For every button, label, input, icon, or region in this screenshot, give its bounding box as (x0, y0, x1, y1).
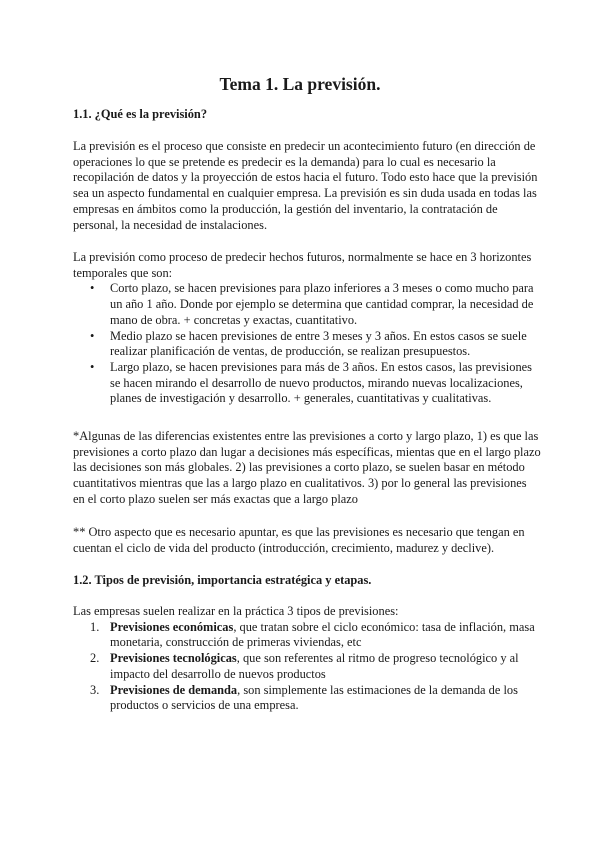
text-line: previsiones a corto plazo dan lugar a decisiones más específicas, mientas que en el largo plazo (73, 444, 541, 459)
text-line: , que tratan sobre el ciclo económico: tasa de inflación, masa (233, 619, 535, 634)
bullet-icon: • (90, 359, 95, 374)
paragraph-definition (73, 139, 537, 233)
bullet-item-long-term (73, 360, 534, 407)
text-line: planes de investigación y desarrollo. + generales, cuantitativas y cualitativas. (110, 391, 492, 406)
text-line: impacto del desarrollo de nuevos productos (110, 666, 326, 681)
bullet-icon: • (90, 281, 95, 296)
text-line: La previsión como proceso de predecir hechos futuros, normalmente se hace en 3 horizontes (73, 250, 532, 264)
section-heading-1-1: 1.1. ¿Qué es la previsión? (73, 107, 208, 121)
text-line: recopilación de datos y la proyección de estos hacia el futuro. Todo esto hace que la previsión (73, 170, 538, 185)
list-number: 1. (90, 619, 100, 634)
text-line: personal, la necesidad de instalaciones. (73, 217, 268, 232)
text-line: temporales que son: (73, 265, 173, 280)
page-title: Tema 1. La previsión. (219, 74, 381, 94)
text-line: , que son referentes al ritmo de progreso tecnológico y al (236, 651, 519, 666)
text-line: en el corto plazo suelen ser más exactas que a largo plazo (73, 491, 358, 506)
paragraph-horizons (73, 250, 534, 407)
list-item-economic (73, 620, 535, 651)
text-line: mano de obra. + concretas y exactas, cuantitativo. (110, 312, 358, 327)
paragraph-life-cycle (73, 525, 525, 556)
text-line: La previsión es el proceso que consiste en predecir un acontecimiento futuro (en dirección de (73, 139, 536, 153)
text-line: Las empresas suelen realizar en la práctica 3 tipos de previsiones: (73, 604, 399, 618)
paragraph-differences (73, 429, 541, 508)
term: Previsiones de demanda (110, 682, 238, 697)
paragraph-types (73, 604, 535, 714)
text-line: Medio plazo se hacen previsiones de entre 3 meses y 3 años. En estos casos se suele (110, 328, 527, 343)
section-heading-1-2: 1.2. Tipos de previsión, importancia estratégica y etapas. (73, 573, 372, 587)
list-item-demand (73, 683, 535, 714)
text-line: Corto plazo, se hacen previsiones para plazo inferiores a 3 meses o como mucho para (110, 281, 534, 296)
list-item-technological (73, 651, 535, 682)
text-line: sea un aspecto fundamental en cualquier empresa. La previsión es sin duda usada en todas las (73, 186, 537, 201)
list-number: 3. (90, 682, 100, 697)
text-line: las decisiones son más globales. 2) las previsiones a corto plazo, se suelen basar en método (73, 460, 525, 475)
text-line: un año 1 año. Donde por ejemplo se determina que cantidad comprar, la necesidad de (110, 297, 534, 312)
bullet-item-medium-term (73, 329, 534, 360)
text-line: productos o servicios de una empresa. (110, 698, 299, 713)
term: Previsiones económicas (110, 619, 234, 634)
list-number: 2. (90, 651, 100, 666)
text-line: cuantitativos mientras que las a largo plazo en cualitativos. 3) por lo general las previsiones (73, 476, 527, 491)
text-line: empresas en ámbitos como la producción, la gestión del inventario, la contratación de (73, 201, 498, 216)
text-line: ** Otro aspecto que es necesario apuntar, es que las previsiones es necesario que tengan en (73, 525, 525, 539)
text-line: cuentan el ciclo de vida del producto (introducción, crecimiento, madurez y declive). (73, 540, 495, 555)
text-line: *Algunas de las diferencias existentes entre las previsiones a corto y largo plazo, 1) es que las (73, 429, 539, 443)
text-line: monetaria, construcción de primeras viviendas, etc (110, 635, 362, 650)
text-line: , son simplemente las estimaciones de la demanda de los (237, 682, 518, 697)
bullet-icon: • (90, 328, 95, 343)
text-line: Largo plazo, se hacen previsiones para más de 3 años. En estos casos, las previsiones (110, 359, 532, 374)
bullet-item-short-term (73, 281, 534, 328)
text-line: se hacen mirando el desarrollo de nuevo productos, mirando nuevas localizaciones, (110, 375, 523, 390)
text-line: realizar planificación de ventas, de producción, se realizan presupuestos. (110, 344, 471, 359)
text-line: operaciones lo que se pretende es predecir es la demanda) para lo cual es necesario la (73, 154, 496, 169)
term: Previsiones tecnológicas (110, 651, 237, 666)
